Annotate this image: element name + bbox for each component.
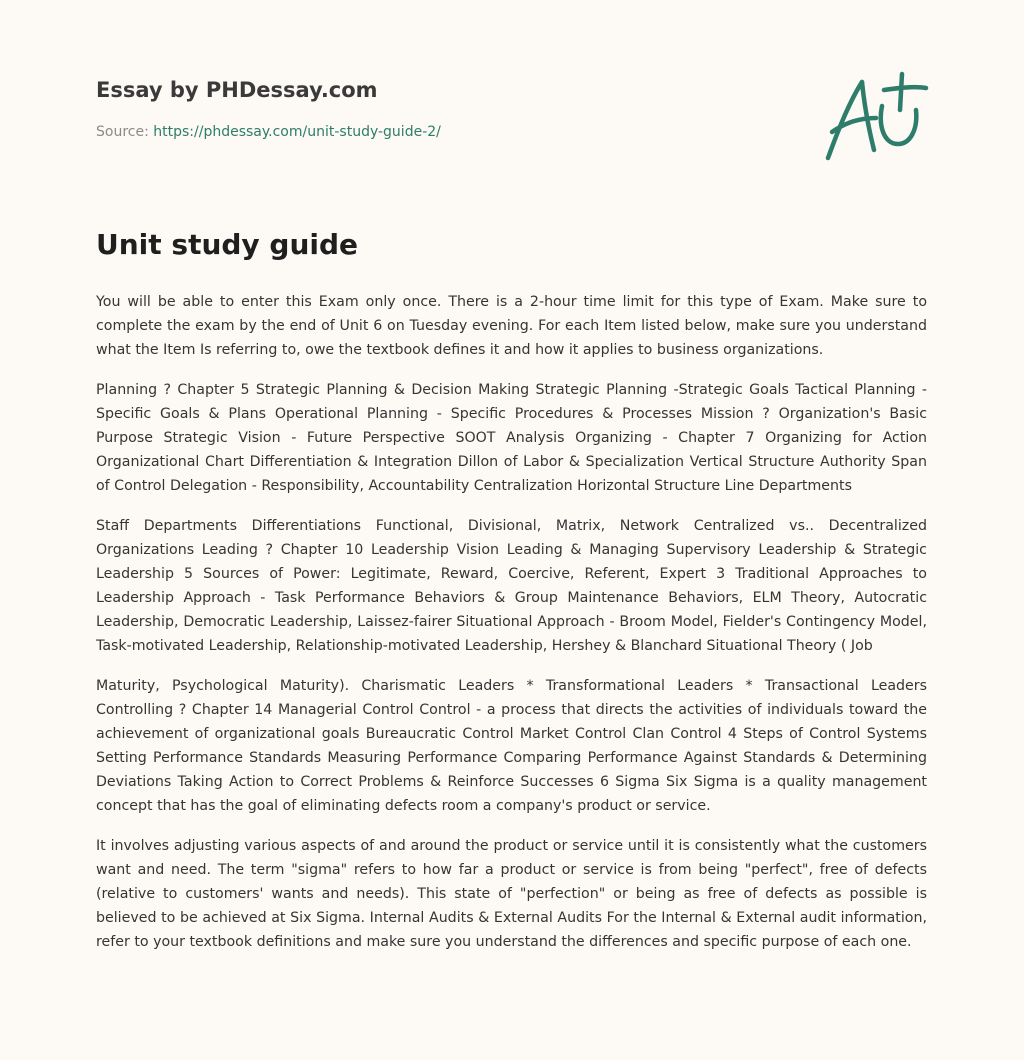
article xyxy=(96,226,927,970)
site-header xyxy=(96,76,796,142)
article-title: Unit study guide xyxy=(96,228,359,261)
article-paragraph: Planning ? Chapter 5 Strategic Planning & Decision Making Strategic Planning -Strategic Goals Tactical Planning - Specific Goals & Plans Operational Planning - Specific Procedures & Processes Mission ? Organization's Basic Purpose Strategic Vision - Future Perspective SOOT Analysis Organizing - Chapter 7 Organizing for Action Organizational Chart Differentiation & Integration Dillon of Labor & Specialization Vertical Structure Authority Span of Control Delegation - Responsibility, Accountability Centralization Horizontal Structure Line Departments xyxy=(96,382,927,494)
article-paragraph: You will be able to enter this Exam only once. There is a 2-hour time limit for this type of Exam. Make sure to complete the exam by the end of Unit 6 on Tuesday evening. For each Item listed below, make sure you understand what the Item Is referring to, owe the textbook defines it and how it applies to business organizations. xyxy=(96,294,927,358)
a-plus-grade-icon xyxy=(818,66,930,166)
source-link[interactable]: https://phdessay.com/unit-study-guide-2/ xyxy=(153,124,441,140)
source-label: Source: xyxy=(96,124,149,140)
source-line xyxy=(96,122,796,142)
brand-title: Essay by PHDessay.com xyxy=(96,78,378,102)
article-paragraph: It involves adjusting various aspects of and around the product or service until it is consistently what the customers want and need. The term "sigma" refers to how far a product or service is from being "perfect", free of defects (relative to customers' wants and needs). This state of "perfection" or being as free of defects as possible is believed to be achieved at Six Sigma. Internal Audits & External Audits For the Internal & External audit information, refer to your textbook definitions and make sure you understand the differences and specific purpose of each one. xyxy=(96,838,927,950)
article-paragraph: Maturity, Psychological Maturity). Charismatic Leaders * Transformational Leaders * Transactional Leaders Controlling ? Chapter 14 Managerial Control Control - a process that directs the activities of individuals toward the achievement of organizational goals Bureaucratic Control Market Control Clan Control 4 Steps of Control Systems Setting Performance Standards Measuring Performance Comparing Performance Against Standards & Determining Deviations Taking Action to Correct Problems & Reinforce Successes 6 Sigma Six Sigma is a quality management concept that has the goal of eliminating defects room a company's product or service. xyxy=(96,678,927,814)
article-paragraph: Staff Departments Differentiations Functional, Divisional, Matrix, Network Centralized vs.. Decentralized Organizations Leading ? Chapter 10 Leadership Vision Leading & Managing Supervisory Leadership & Strategic Leadership 5 Sources of Power: Legitimate, Reward, Coercive, Referent, Expert 3 Traditional Approaches to Leadership Approach - Task Performance Behaviors & Group Maintenance Behaviors, ELM Theory, Autocratic Leadership, Democratic Leadership, Laissez-fairer Situational Approach - Broom Model, Fielder's Contingency Model, Task-motivated Leadership, Relationship-motivated Leadership, Hershey & Blanchard Situational Theory ( Job xyxy=(96,518,927,654)
